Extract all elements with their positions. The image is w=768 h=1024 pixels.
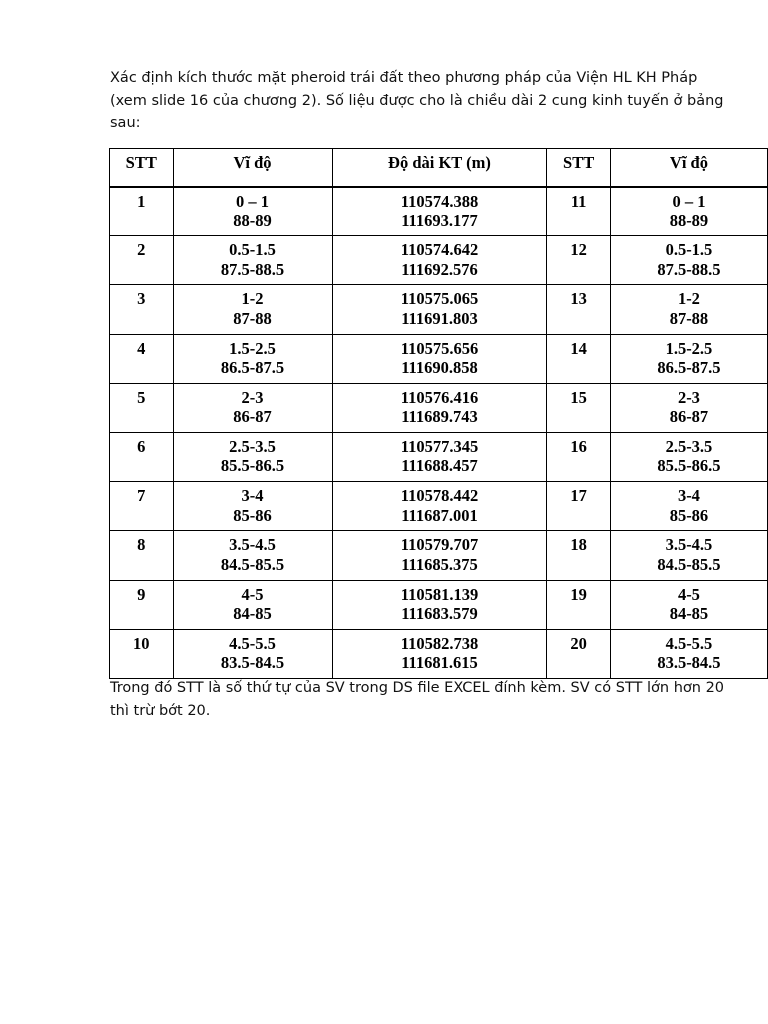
cell-stt xyxy=(110,432,174,481)
cell-latitude-2 xyxy=(610,482,767,531)
table-row xyxy=(110,482,768,531)
cell-latitude-value: 2.5-3.5 xyxy=(229,436,276,456)
cell-latitude xyxy=(173,580,332,629)
cell-latitude xyxy=(173,187,332,236)
table-row xyxy=(110,187,768,236)
cell-stt-2-value: 17 xyxy=(570,486,587,506)
cell-latitude-value: 86-87 xyxy=(233,407,272,427)
cell-stt-value: 7 xyxy=(137,486,146,506)
cell-latitude-2-value: 4-5 xyxy=(677,584,700,604)
table-row xyxy=(110,334,768,383)
note-line: Trong đó STT là số thứ tự của SV trong DS file EXCEL đính kèm. SV có STT lớn hơn 20 xyxy=(110,680,725,696)
table-row xyxy=(110,531,768,580)
cell-latitude-2 xyxy=(610,531,767,580)
cell-latitude-value: 3.5-4.5 xyxy=(229,535,276,555)
note-paragraph xyxy=(110,677,724,722)
cell-latitude-value: 85.5-86.5 xyxy=(220,456,285,476)
cell-arc-length-value: 111687.001 xyxy=(401,505,478,525)
cell-stt xyxy=(110,187,174,236)
cell-stt xyxy=(110,236,174,285)
cell-latitude-2 xyxy=(610,334,767,383)
cell-latitude-value: 88-89 xyxy=(233,211,272,230)
cell-stt-value: 4 xyxy=(137,338,146,358)
cell-latitude-value: 4.5-5.5 xyxy=(229,633,276,653)
cell-latitude-value: 1-2 xyxy=(241,289,264,309)
cell-latitude-2 xyxy=(610,285,767,334)
cell-stt-2-value: 15 xyxy=(570,387,587,407)
cell-stt-value: 10 xyxy=(133,633,150,653)
cell-stt-2 xyxy=(547,383,611,432)
header-stt: STT xyxy=(110,149,174,187)
cell-arc-length-value: 110575.065 xyxy=(400,289,479,309)
cell-arc-length xyxy=(332,236,547,285)
cell-latitude-2 xyxy=(610,187,767,236)
cell-latitude-2-value: 87-88 xyxy=(669,308,709,328)
cell-latitude-2-value: 84-85 xyxy=(669,604,709,623)
cell-stt-2-value: 11 xyxy=(570,191,587,211)
cell-stt xyxy=(110,531,174,580)
cell-stt-2 xyxy=(547,285,611,334)
header-arc-length: Độ dài KT (m) xyxy=(332,149,547,187)
cell-stt xyxy=(110,383,174,432)
cell-arc-length-value: 110577.345 xyxy=(400,436,479,456)
cell-stt xyxy=(110,285,174,334)
cell-stt-2 xyxy=(547,531,611,580)
table-row xyxy=(110,285,768,334)
cell-latitude-2-value: 86.5-87.5 xyxy=(657,358,721,378)
cell-arc-length-value: 110579.707 xyxy=(400,535,479,555)
cell-stt-2 xyxy=(547,580,611,629)
cell-stt-value: 5 xyxy=(137,387,146,407)
header-latitude-2: Vĩ độ xyxy=(610,149,767,187)
cell-arc-length-value: 110576.416 xyxy=(400,387,479,407)
cell-latitude-2-value: 86-87 xyxy=(669,407,709,427)
cell-latitude xyxy=(173,482,332,531)
cell-latitude-2-value: 85-86 xyxy=(669,505,709,525)
cell-latitude-value: 83.5-84.5 xyxy=(220,653,285,673)
cell-latitude-value: 1.5-2.5 xyxy=(229,338,276,358)
cell-stt-value: 2 xyxy=(137,240,146,260)
cell-stt-value: 3 xyxy=(137,289,146,309)
cell-latitude-2 xyxy=(610,236,767,285)
cell-latitude-2-value: 84.5-85.5 xyxy=(657,554,721,574)
cell-stt-value: 9 xyxy=(137,584,146,604)
cell-stt-2-value: 19 xyxy=(570,584,587,604)
cell-latitude xyxy=(173,383,332,432)
cell-latitude-2-value: 0.5-1.5 xyxy=(665,240,713,260)
cell-arc-length-value: 110574.642 xyxy=(400,240,479,260)
cell-latitude-value: 87.5-88.5 xyxy=(220,259,285,279)
cell-latitude-2-value: 85.5-86.5 xyxy=(657,456,721,476)
cell-stt-2 xyxy=(547,629,611,678)
intro-paragraph xyxy=(110,67,724,135)
table-row xyxy=(110,580,768,629)
cell-latitude-value: 84.5-85.5 xyxy=(220,554,285,574)
cell-latitude-2-value: 83.5-84.5 xyxy=(657,653,721,673)
cell-latitude xyxy=(173,531,332,580)
cell-arc-length-value: 111685.375 xyxy=(401,554,478,574)
header-stt-2: STT xyxy=(547,149,611,187)
cell-stt-2-value: 12 xyxy=(570,240,587,260)
cell-stt-2-value: 14 xyxy=(570,338,587,358)
cell-stt-2-value: 13 xyxy=(570,289,587,309)
cell-stt-2-value: 16 xyxy=(570,436,587,456)
cell-arc-length-value: 111693.177 xyxy=(401,211,478,230)
cell-arc-length-value: 110582.738 xyxy=(400,633,479,653)
cell-stt xyxy=(110,334,174,383)
cell-latitude xyxy=(173,236,332,285)
cell-arc-length xyxy=(332,531,547,580)
cell-latitude xyxy=(173,285,332,334)
cell-arc-length xyxy=(332,187,547,236)
table-row xyxy=(110,236,768,285)
cell-stt-2 xyxy=(547,482,611,531)
table-header-row xyxy=(110,149,768,187)
cell-latitude xyxy=(173,334,332,383)
cell-latitude-2-value: 3-4 xyxy=(677,486,700,506)
cell-arc-length xyxy=(332,432,547,481)
cell-latitude-2-value: 1.5-2.5 xyxy=(665,338,713,358)
intro-line: sau: xyxy=(110,115,141,132)
cell-latitude-value: 84-85 xyxy=(233,604,272,623)
cell-stt-2 xyxy=(547,432,611,481)
meridian-arc-table xyxy=(109,148,768,679)
cell-arc-length xyxy=(332,334,547,383)
cell-arc-length-value: 111690.858 xyxy=(401,358,478,378)
cell-latitude-value: 87-88 xyxy=(233,308,272,328)
cell-arc-length xyxy=(332,580,547,629)
cell-latitude-2-value: 1-2 xyxy=(677,289,700,309)
cell-stt-value: 1 xyxy=(137,191,146,211)
cell-arc-length xyxy=(332,482,547,531)
table-row xyxy=(110,629,768,678)
cell-latitude-2-value: 87.5-88.5 xyxy=(657,259,721,279)
cell-latitude-value: 85-86 xyxy=(233,505,272,525)
cell-stt-2-value: 18 xyxy=(570,535,587,555)
note-line: thì trừ bớt 20. xyxy=(110,702,211,719)
cell-stt-2 xyxy=(547,236,611,285)
cell-latitude-2-value: 0 – 1 xyxy=(672,191,706,211)
intro-line: Xác định kích thước mặt pheroid trái đất theo phương pháp của Viện HL KH Pháp xyxy=(110,70,698,86)
cell-arc-length-value: 111683.579 xyxy=(401,604,478,623)
cell-arc-length-value: 111688.457 xyxy=(401,456,478,476)
cell-latitude-value: 86.5-87.5 xyxy=(220,358,285,378)
cell-latitude-2 xyxy=(610,629,767,678)
cell-arc-length xyxy=(332,383,547,432)
cell-latitude-2-value: 88-89 xyxy=(669,211,709,230)
cell-latitude-2-value: 4.5-5.5 xyxy=(665,633,713,653)
cell-arc-length-value: 110575.656 xyxy=(400,338,479,358)
cell-arc-length xyxy=(332,629,547,678)
cell-latitude-value: 2-3 xyxy=(241,387,264,407)
cell-arc-length-value: 111689.743 xyxy=(401,407,478,427)
cell-latitude-value: 4-5 xyxy=(241,584,264,604)
cell-stt-2 xyxy=(547,334,611,383)
cell-stt-value: 6 xyxy=(137,436,146,456)
cell-latitude-value: 3-4 xyxy=(241,486,264,506)
cell-stt-2-value: 20 xyxy=(570,633,587,653)
cell-latitude-2-value: 2.5-3.5 xyxy=(665,436,713,456)
cell-latitude-value: 0 – 1 xyxy=(236,191,270,211)
header-latitude: Vĩ độ xyxy=(173,149,332,187)
intro-line: (xem slide 16 của chương 2). Số liệu được cho là chiều dài 2 cung kinh tuyến ở bảng xyxy=(110,92,724,109)
cell-arc-length-value: 111681.615 xyxy=(401,653,478,673)
cell-latitude xyxy=(173,629,332,678)
cell-arc-length xyxy=(332,285,547,334)
table-row xyxy=(110,432,768,481)
cell-stt-value: 8 xyxy=(137,535,146,555)
cell-latitude-2 xyxy=(610,432,767,481)
cell-latitude-value: 0.5-1.5 xyxy=(229,240,276,260)
cell-latitude xyxy=(173,432,332,481)
cell-latitude-2 xyxy=(610,580,767,629)
cell-stt xyxy=(110,629,174,678)
cell-latitude-2-value: 3.5-4.5 xyxy=(665,535,713,555)
cell-stt xyxy=(110,482,174,531)
cell-arc-length-value: 111691.803 xyxy=(401,308,478,328)
cell-latitude-2-value: 2-3 xyxy=(677,387,700,407)
cell-arc-length-value: 111692.576 xyxy=(401,259,478,279)
cell-stt xyxy=(110,580,174,629)
cell-arc-length-value: 110578.442 xyxy=(400,486,479,506)
cell-arc-length-value: 110581.139 xyxy=(400,584,479,604)
cell-stt-2 xyxy=(547,187,611,236)
cell-latitude-2 xyxy=(610,383,767,432)
table-row xyxy=(110,383,768,432)
table-body xyxy=(110,187,768,679)
cell-arc-length-value: 110574.388 xyxy=(400,191,479,211)
